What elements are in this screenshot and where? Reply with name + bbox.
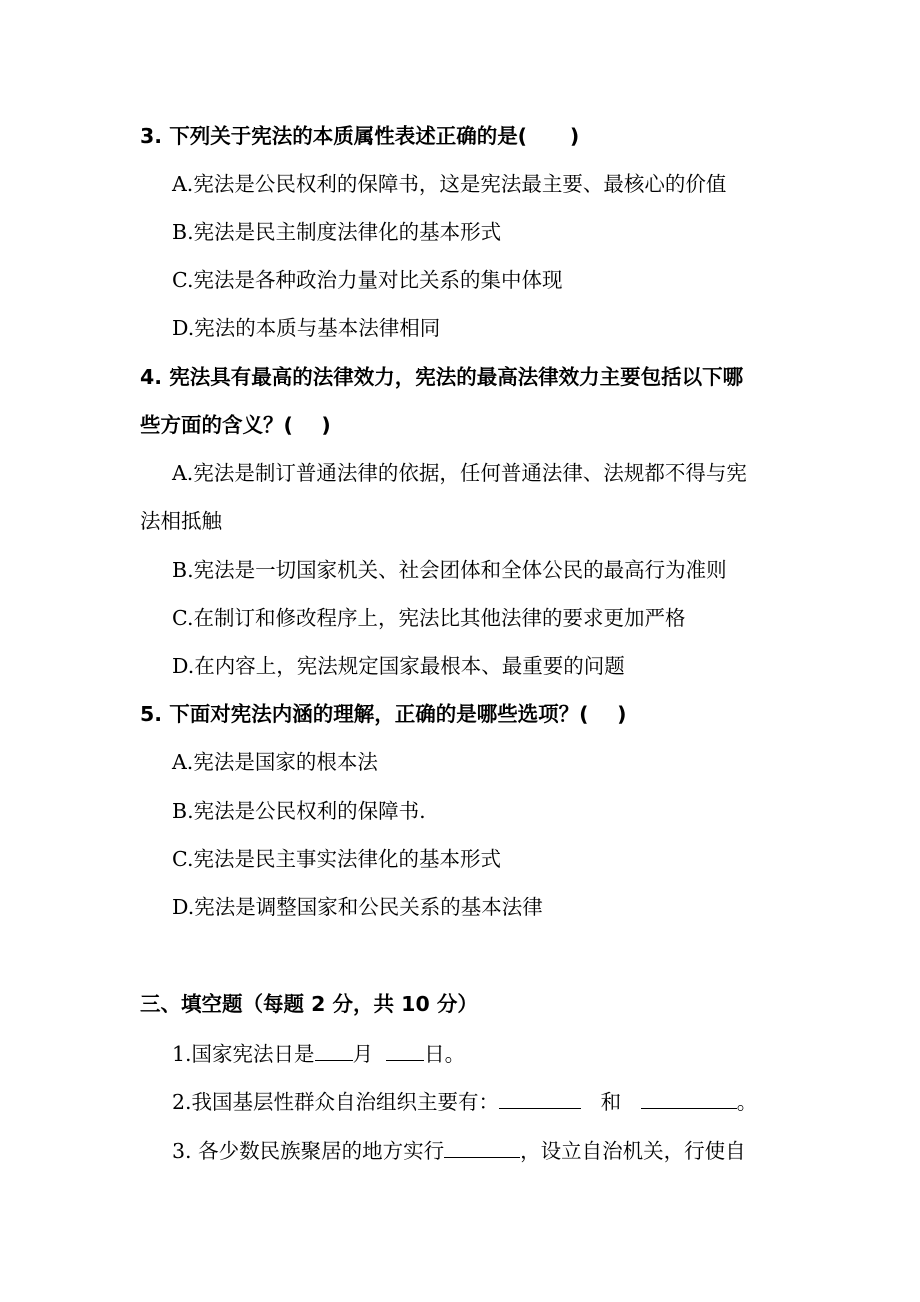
fill-item-3-text: 3. 各少数民族聚居的地方实行 — [172, 1139, 445, 1163]
question-4-option-a-line2: 法相抵触 — [140, 509, 222, 533]
fill-blank-day[interactable] — [386, 1038, 424, 1061]
fill-item-3-rest: ，设立自治机关，行使自 — [520, 1139, 746, 1163]
question-4-option-c: C.在制订和修改程序上，宪法比其他法律的要求更加严格 — [172, 606, 686, 630]
question-4-option-d: D.在内容上，宪法规定国家最根本、最重要的问题 — [172, 654, 625, 678]
fill-blank-autonomy[interactable] — [444, 1135, 520, 1158]
fill-item-1-text: 1.国家宪法日是 — [172, 1042, 315, 1066]
question-5-option-a: A.宪法是国家的根本法 — [172, 750, 378, 774]
fill-item-1-day-label: 日。 — [424, 1042, 466, 1066]
fill-item-1 — [172, 1038, 465, 1068]
question-4-option-b: B.宪法是一切国家机关、社会团体和全体公民的最高行为准则 — [172, 558, 727, 582]
fill-blank-month[interactable] — [315, 1038, 353, 1061]
question-3-stem: 3. 下列关于宪法的本质属性表述正确的是( ) — [140, 124, 580, 148]
question-3-option-a: A.宪法是公民权利的保障书，这是宪法最主要、最核心的价值 — [172, 172, 727, 196]
question-3-option-c: C.宪法是各种政治力量对比关系的集中体现 — [172, 268, 563, 292]
fill-item-2-text: 2.我国基层性群众自治组织主要有： — [172, 1090, 500, 1114]
question-3-option-d: D.宪法的本质与基本法律相同 — [172, 316, 441, 340]
fill-item-2-end: 。 — [736, 1090, 758, 1114]
question-4-stem-line1: 4. 宪法具有最高的法律效力，宪法的最高法律效力主要包括以下哪 — [140, 365, 744, 389]
question-4-stem-line2: 些方面的含义？( ) — [140, 413, 331, 437]
fill-item-2-and: 和 — [600, 1090, 622, 1114]
question-3-option-b: B.宪法是民主制度法律化的基本形式 — [172, 220, 502, 244]
fill-item-3 — [172, 1135, 746, 1165]
fill-blank-org-1[interactable] — [499, 1086, 581, 1109]
question-4-option-a-line1: A.宪法是制订普通法律的依据，任何普通法律、法规都不得与宪 — [172, 461, 747, 485]
fill-item-2 — [172, 1086, 757, 1116]
question-5-option-b: B.宪法是公民权利的保障书. — [172, 799, 426, 823]
fill-blank-org-2[interactable] — [641, 1086, 737, 1109]
question-5-option-c: C.宪法是民主事实法律化的基本形式 — [172, 847, 501, 871]
question-5-stem: 5. 下面对宪法内涵的理解，正确的是哪些选项？( ) — [140, 702, 627, 726]
question-5-option-d: D.宪法是调整国家和公民关系的基本法律 — [172, 895, 543, 919]
fill-item-1-month-label: 月 — [352, 1042, 374, 1066]
section-title: 三、填空题（每题 2 分，共 10 分） — [140, 992, 478, 1016]
